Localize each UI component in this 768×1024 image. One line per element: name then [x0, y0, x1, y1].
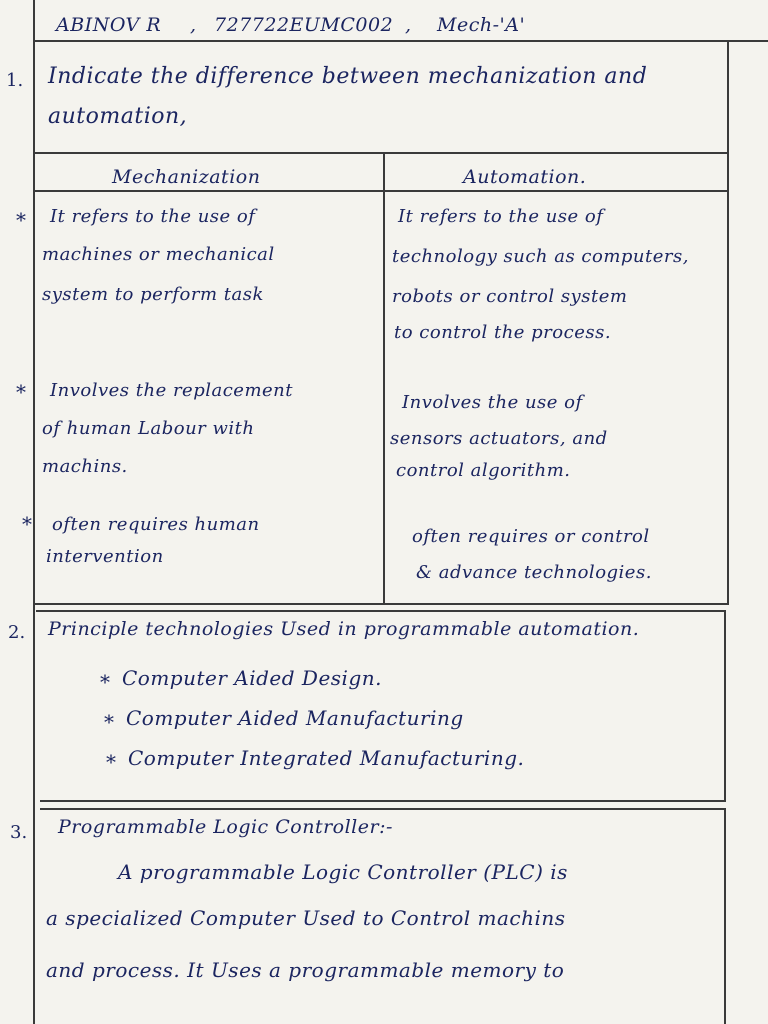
mech-row3-line1: often requires human [52, 514, 260, 535]
q3-number: 3. [10, 822, 28, 843]
bullet-star: * [106, 750, 116, 774]
header-rule [33, 40, 768, 42]
q3-title: Programmable Logic Controller:- [58, 816, 393, 838]
q1-number: 1. [6, 70, 24, 91]
q3-line-1: A programmable Logic Controller (PLC) is [118, 860, 568, 884]
auto-row1-line1: It refers to the use of [398, 206, 604, 227]
q2-top-rule [36, 610, 726, 612]
auto-row2-line3: control algorithm. [396, 460, 571, 481]
auto-row1-line3: robots or control system [392, 286, 628, 307]
bullet-star: * [16, 380, 26, 404]
q1-text-line-1: Indicate the difference between mechanization and [48, 64, 648, 89]
q3-right-rule [724, 808, 726, 1024]
col-automation-title: Automation. [463, 166, 587, 188]
auto-row2-line2: sensors actuators, and [390, 428, 608, 449]
mech-row3-line2: intervention [46, 546, 164, 567]
auto-row1-line4: to control the process. [394, 322, 612, 343]
q3-top-rule [40, 808, 726, 810]
header-sep-1: , [190, 14, 197, 36]
q2-item-3: Computer Integrated Manufacturing. [128, 746, 525, 770]
table-top-rule [33, 152, 729, 154]
q1-text-line-2: automation, [48, 104, 188, 129]
bullet-star: * [16, 208, 26, 232]
table-bottom-rule [33, 603, 729, 605]
auto-row1-line2: technology such as computers, [392, 246, 689, 267]
table-head-rule [33, 190, 729, 192]
q3-line-2: a specialized Computer Used to Control machins [46, 906, 566, 930]
q2-number: 2. [8, 622, 26, 643]
mech-row2-line1: Involves the replacement [50, 380, 293, 401]
auto-row3-line2: & advance technologies. [416, 562, 652, 583]
q2-item-2: Computer Aided Manufacturing [126, 706, 464, 730]
table-right-rule [727, 40, 729, 605]
q3-line-3: and process. It Uses a programmable memory to [46, 958, 565, 982]
q2-right-rule [724, 610, 726, 800]
header-sep-2: , [405, 14, 412, 36]
mech-row1-line2: machines or mechanical [42, 244, 275, 265]
mech-row1-line1: It refers to the use of [50, 206, 256, 227]
roll-number: 727722EUMC002 [214, 14, 394, 36]
q2-title: Principle technologies Used in programmable automation. [48, 618, 640, 640]
auto-row3-line1: often requires or control [412, 526, 650, 547]
mech-row2-line3: machins. [42, 456, 128, 477]
department: Mech-'A' [437, 14, 526, 36]
auto-row2-line1: Involves the use of [402, 392, 583, 413]
student-name: ABINOV R [56, 14, 162, 36]
col-mechanization-title: Mechanization [112, 166, 261, 188]
table-mid-rule [383, 152, 385, 604]
bullet-star: * [104, 710, 114, 734]
q2-bottom-rule [40, 800, 726, 802]
mech-row2-line2: of human Labour with [42, 418, 255, 439]
bullet-star: * [100, 670, 110, 694]
bullet-star: * [22, 512, 32, 536]
mech-row1-line3: system to perform task [42, 284, 264, 305]
q2-item-1: Computer Aided Design. [122, 666, 382, 690]
